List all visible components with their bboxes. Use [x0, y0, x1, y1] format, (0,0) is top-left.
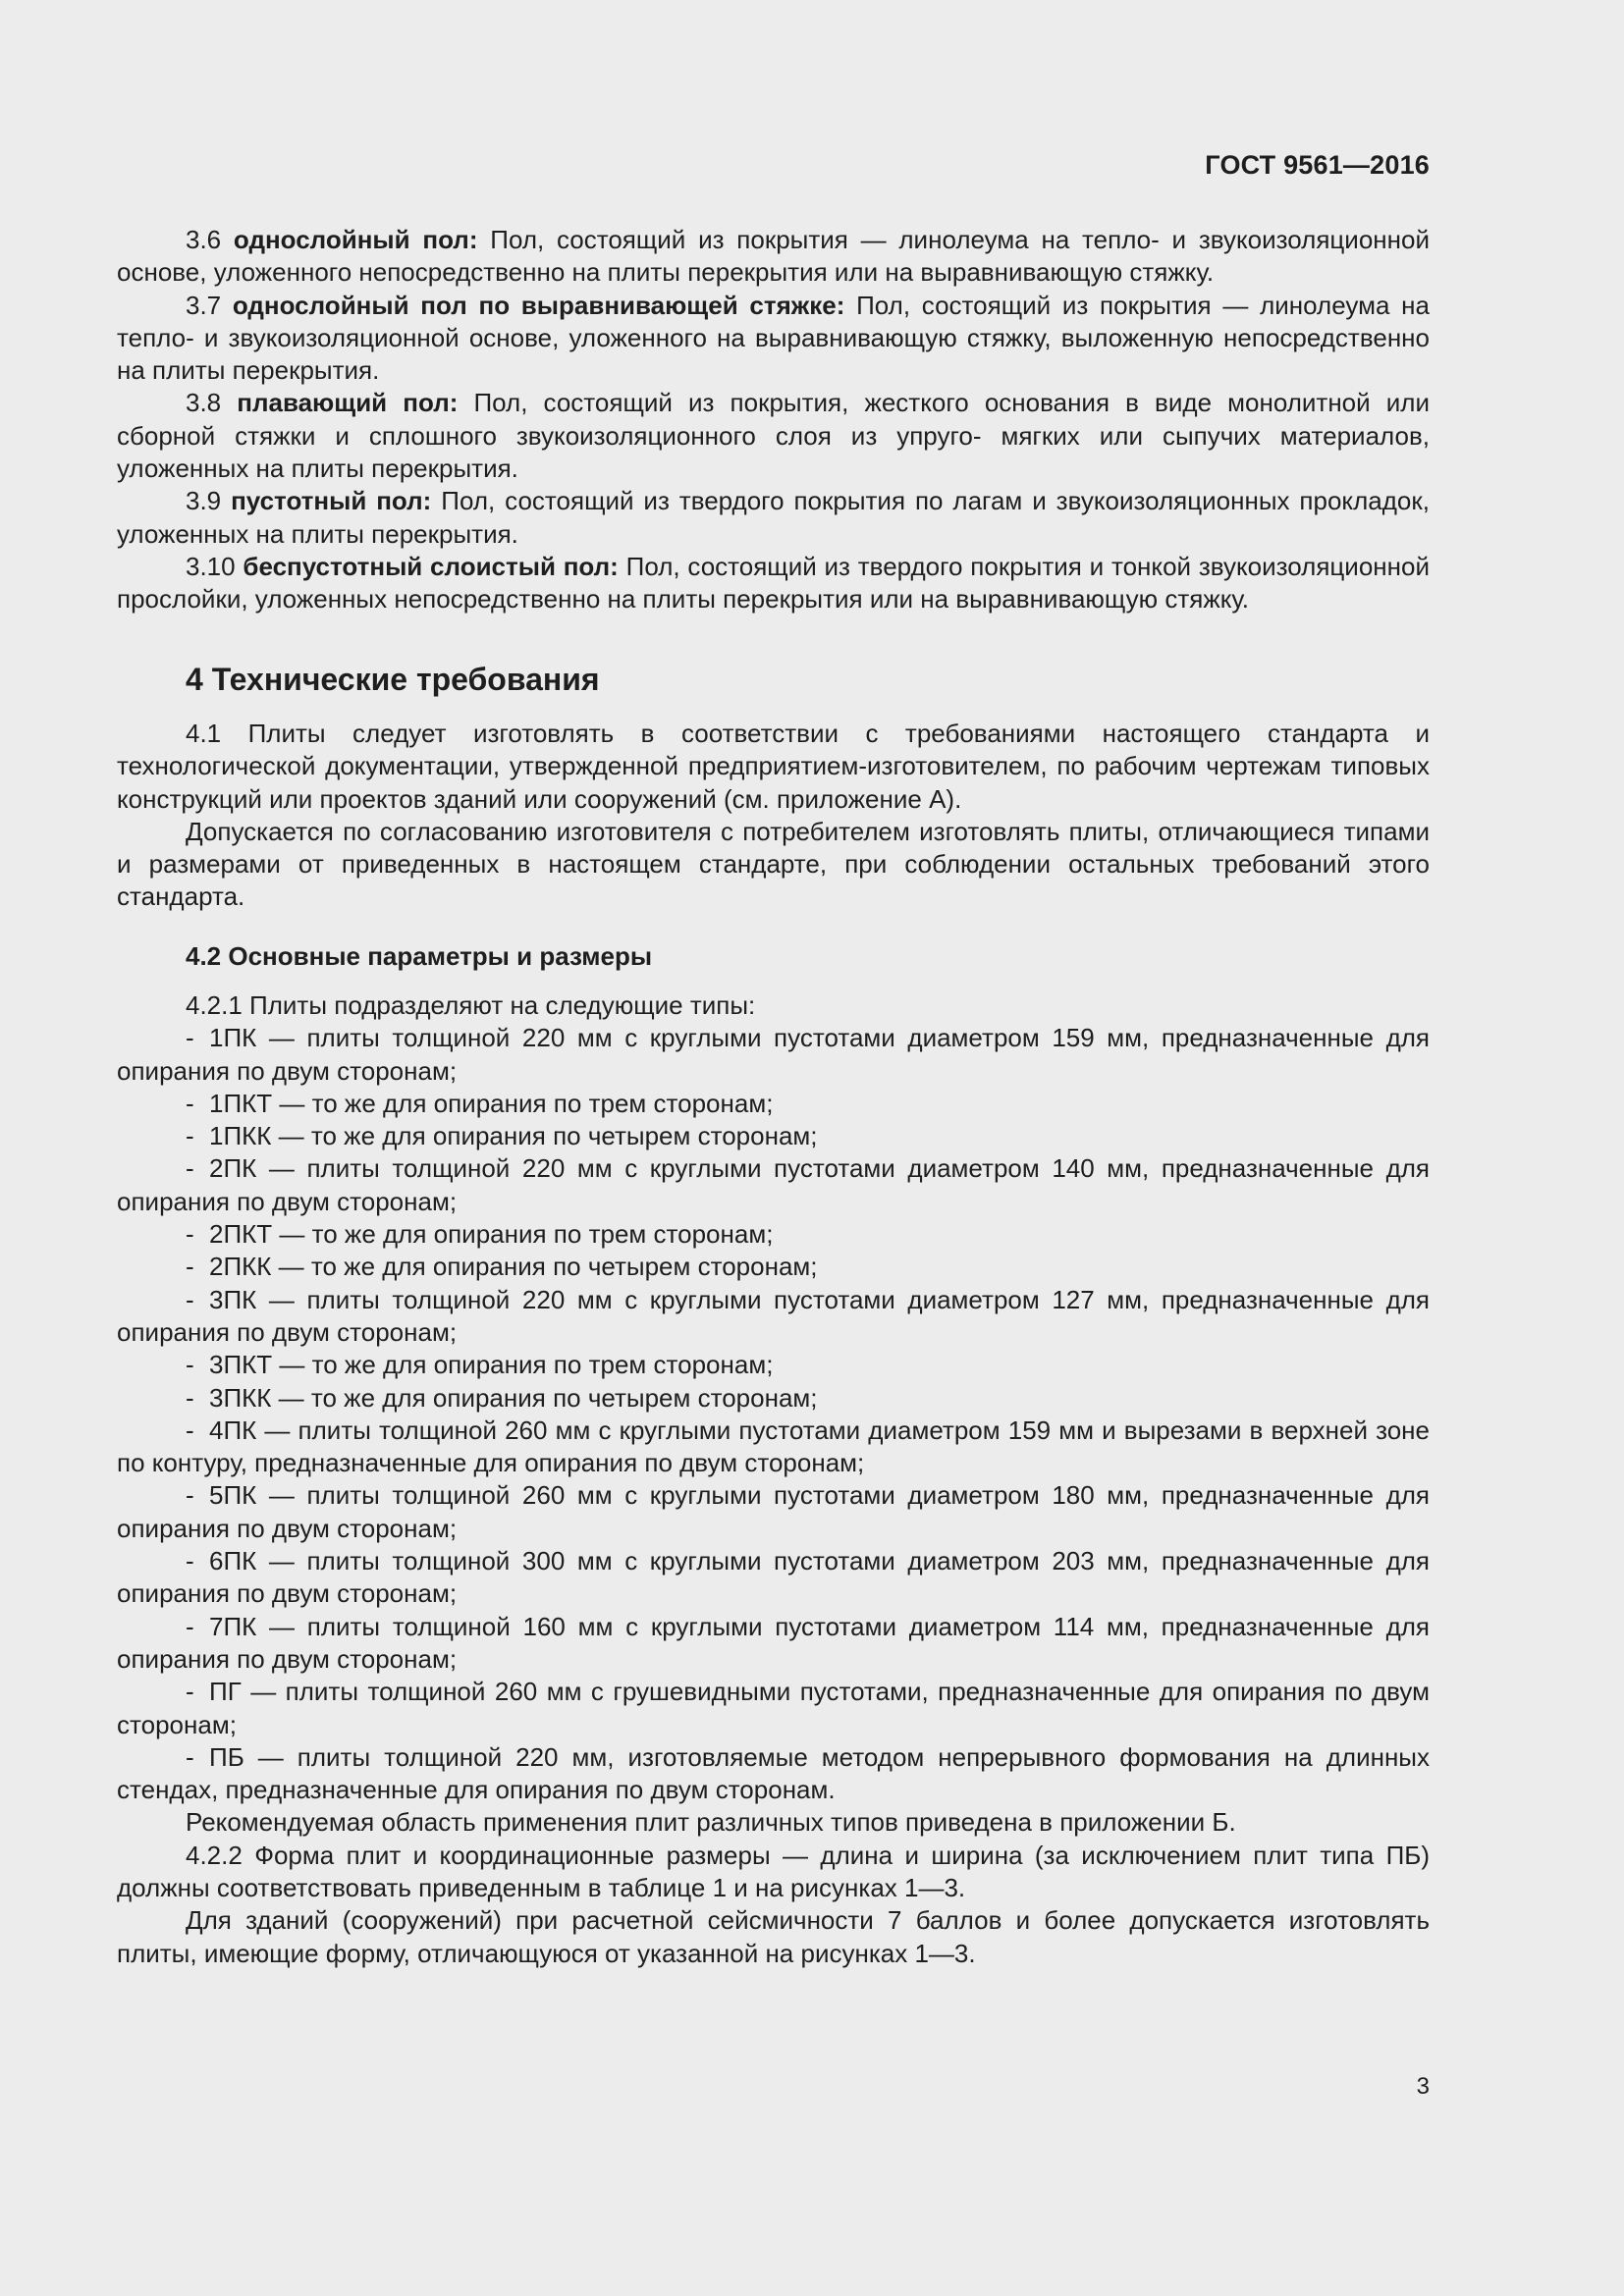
types-intro: 4.2.1 Плиты подразделяют на следующие типы: [186, 990, 756, 1020]
definition-paragraph [117, 224, 1430, 290]
list-item [117, 1120, 1430, 1152]
definition-text: Пол, состоящий из покрытия — линолеума на тепло- и звукоизоляционной основе, уложенного на выравнивающую стяжку, выложенную непосредственно на плиты перекрытия. [117, 290, 1430, 386]
definition-term: плавающий пол: [237, 388, 459, 418]
definition-text: Пол, состоящий из твердого покрытия по лагам и звукоизоляционных прокладок, уложенных на плиты перекрытия. [117, 486, 1430, 549]
types-list-block [117, 989, 1430, 1970]
subsection-heading: 4.2 Основные параметры и размеры [186, 941, 653, 971]
list-dash: - [186, 1546, 194, 1576]
list-item [117, 1022, 1430, 1088]
list-item-text: 1ПК — плиты толщиной 220 мм с круглыми пустотами диаметром 159 мм, предназначенные для опирания по двум сторонам; [117, 1023, 1430, 1086]
list-dash: - [186, 1350, 194, 1380]
paragraph-4-2-2: 4.2.2 Форма плит и координационные размеры — длина и ширина (за исключением плит типа ПБ) должны соответствовать приведенным в таблице 1 и на рисунках 1—3. [117, 1840, 1430, 1903]
list-item-text: 1ПКТ — то же для опирания по трем сторонам; [209, 1088, 774, 1118]
list-item [117, 1284, 1430, 1350]
list-item [117, 1741, 1430, 1807]
list-item [117, 1479, 1430, 1545]
section-body [117, 718, 1430, 914]
definition-paragraph [117, 485, 1430, 551]
list-item-text: 1ПКК — то же для опирания по четырем сторонам; [209, 1121, 818, 1151]
standard-code-header: ГОСТ 9561—2016 [1205, 150, 1430, 180]
list-dash: - [186, 1023, 194, 1053]
list-item-text: ПГ — плиты толщиной 260 мм с грушевидными пустотами, предназначенные для опирания по двум сторонам; [117, 1677, 1430, 1739]
definition-paragraph [117, 551, 1430, 616]
definition-number: 3.9 [186, 486, 222, 516]
list-item-text: 7ПК — плиты толщиной 160 мм с круглыми пустотами диаметром 114 мм, предназначенные для опирания по двум сторонам; [117, 1611, 1430, 1674]
list-dash: - [186, 1284, 194, 1314]
list-item-text: 3ПК — плиты толщиной 220 мм с круглыми пустотами диаметром 127 мм, предназначенные для опирания по двум сторонам; [117, 1284, 1430, 1347]
list-item-text: 2ПКТ — то же для опирания по трем сторонам; [209, 1219, 774, 1250]
document-page [117, 0, 1430, 2296]
list-dash: - [186, 1611, 194, 1641]
list-item [117, 1349, 1430, 1381]
paragraph-4-1: 4.1 Плиты следует изготовлять в соответствии с требованиями настоящего стандарта и технологической документации, утвержденной предприятием-изготовителем, по рабочим чертежам типовых конструкций или проектов зданий или сооружений (см. приложение А). [117, 719, 1430, 814]
definition-number: 3.6 [186, 225, 222, 254]
paragraph-recommendation: Рекомендуемая область применения плит различных типов приведена в приложении Б. [186, 1807, 1236, 1838]
list-item-text: 3ПКТ — то же для опирания по трем сторонам; [209, 1350, 774, 1380]
list-dash: - [186, 1219, 194, 1250]
list-item [117, 1251, 1430, 1283]
list-dash: - [186, 1415, 194, 1445]
page-number: 3 [1416, 2073, 1430, 2100]
list-item-text: 6ПК — плиты толщиной 300 мм с круглыми пустотами диаметром 203 мм, предназначенные для опирания по двум сторонам; [117, 1546, 1430, 1609]
list-item [117, 1545, 1430, 1611]
definition-term: однослойный пол: [233, 225, 478, 254]
definition-text: Пол, состоящий из покрытия — линолеума на тепло- и звукоизоляционной основе, уложенного непосредственно на плиты перекрытия или на выравнивающую стяжку. [117, 225, 1430, 288]
list-dash: - [186, 1121, 194, 1151]
paragraph-seismic: Для зданий (сооружений) при расчетной сейсмичности 7 баллов и более допускается изготовлять плиты, имеющие форму, отличающуюся от указанной на рисунках 1—3. [117, 1905, 1430, 1968]
definitions-block [117, 224, 1430, 616]
list-dash: - [186, 1252, 194, 1282]
list-item [117, 1611, 1430, 1677]
paragraph-allowance: Допускается по согласованию изготовителя с потребителем изготовлять плиты, отличающиеся типами и размерами от приведенных в настоящем стандарте, при соблюдении остальных требований этого стандарта. [117, 816, 1430, 912]
list-dash: - [186, 1088, 194, 1118]
list-dash: - [186, 1382, 194, 1413]
definition-text: Пол, состоящий из твердого покрытия и тонкой звукоизоляционной прослойки, уложенных непосредственно на плиты перекрытия или на выравнивающую стяжку. [117, 551, 1430, 614]
definition-number: 3.8 [186, 388, 222, 418]
definition-term: пустотный пол: [231, 486, 432, 516]
list-item [117, 1152, 1430, 1218]
list-dash: - [186, 1741, 194, 1772]
list-item-text: 2ПКК — то же для опирания по четырем сторонам; [209, 1252, 818, 1282]
list-item [117, 1676, 1430, 1741]
list-dash: - [186, 1677, 194, 1707]
list-item [117, 1218, 1430, 1251]
list-item [117, 1415, 1430, 1480]
definition-number: 3.10 [186, 551, 236, 581]
definition-text: Пол, состоящий из покрытия, жесткого основания в виде монолитной или сборной стяжки и сплошного звукоизоляционного слоя из упруго- мягких или сыпучих материалов, уложенных на плиты перекрытия. [117, 388, 1430, 484]
definition-term: однослойный пол по выравнивающей стяжке: [232, 290, 845, 320]
list-item-text: 2ПК — плиты толщиной 220 мм с круглыми пустотами диаметром 140 мм, предназначенные для опирания по двум сторонам; [117, 1153, 1430, 1216]
section-heading: 4 Технические требования [186, 662, 600, 697]
definition-paragraph [117, 387, 1430, 485]
definition-paragraph [117, 290, 1430, 388]
list-item [117, 1088, 1430, 1120]
list-item-text: 5ПК — плиты толщиной 260 мм с круглыми пустотами диаметром 180 мм, предназначенные для опирания по двум сторонам; [117, 1480, 1430, 1543]
list-item [117, 1382, 1430, 1415]
list-item-text: ПБ — плиты толщиной 220 мм, изготовляемые методом непрерывного формования на длинных стендах, предназначенные для опирания по двум сторонам. [117, 1741, 1430, 1805]
definition-term: беспустотный слоистый пол: [243, 551, 619, 581]
list-item-text: 3ПКК — то же для опирания по четырем сторонам; [209, 1382, 818, 1413]
definition-number: 3.7 [186, 290, 222, 320]
list-item-text: 4ПК — плиты толщиной 260 мм с круглыми пустотами диаметром 159 мм и вырезами в верхней зоне по контуру, предназначенные для опирания по двум сторонам; [117, 1415, 1430, 1478]
list-dash: - [186, 1480, 194, 1511]
list-dash: - [186, 1153, 194, 1184]
